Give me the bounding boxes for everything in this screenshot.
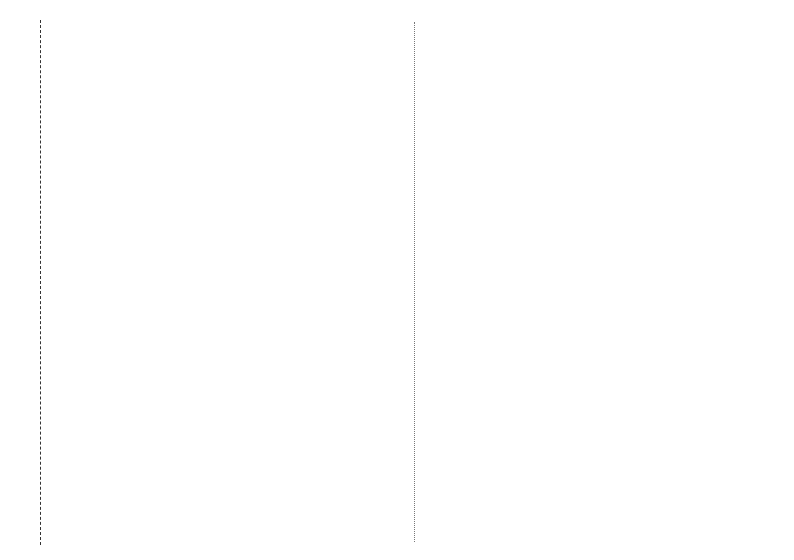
exam-subject: [60, 12, 412, 30]
binding-margin: [0, 0, 54, 560]
column-divider: [414, 22, 415, 542]
right-column: [418, 16, 788, 18]
left-column: [60, 0, 412, 32]
seal-line: [40, 20, 41, 545]
